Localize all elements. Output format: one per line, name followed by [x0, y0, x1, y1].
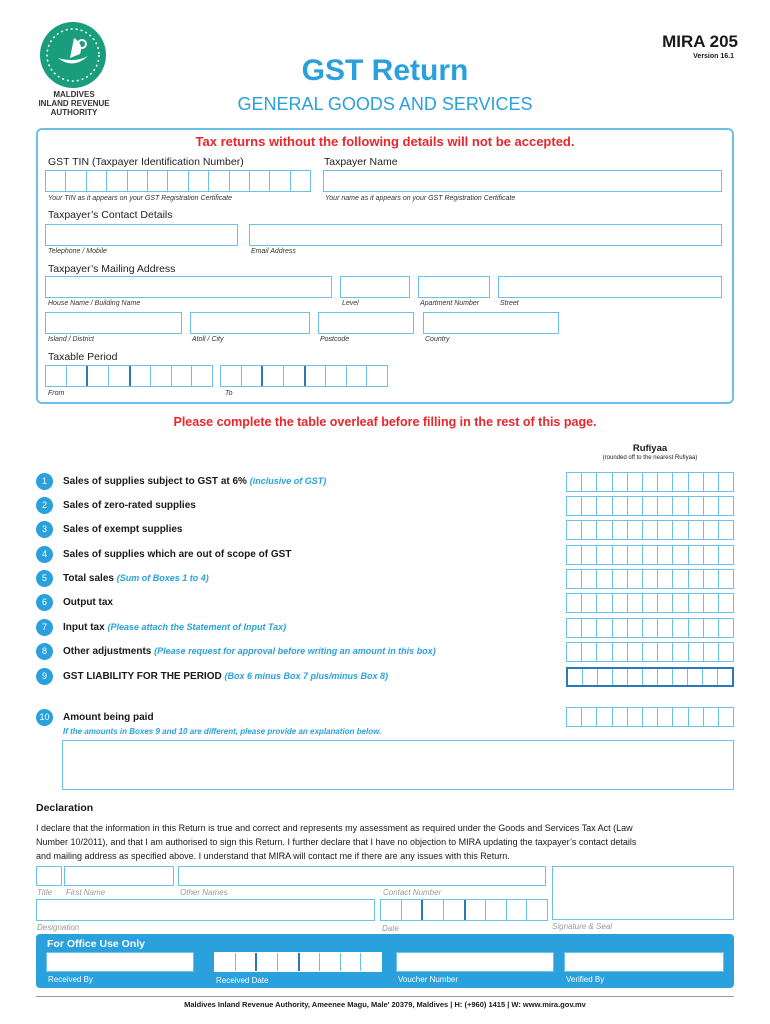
row-note: (Box 6 minus Box 7 plus/minus Box 8) [224, 671, 389, 681]
row-note: (inclusive of GST) [249, 476, 327, 486]
digit-cell [567, 594, 582, 612]
digit-cell [597, 643, 612, 661]
row-note: (Please attach the Statement of Input Tax) [107, 622, 287, 632]
amount-input[interactable] [566, 593, 734, 613]
digit-cell [704, 473, 719, 491]
digit-cell [658, 570, 673, 588]
logo-text-line-2: INLAND REVENUE [38, 99, 110, 108]
row-label [63, 646, 436, 657]
digit-cell [673, 619, 688, 637]
house-name-hint: House Name / Building Name [48, 300, 141, 307]
taxpayer-name-label: Taxpayer Name [324, 156, 398, 168]
island-district-input[interactable] [45, 312, 182, 334]
digit-cell [689, 546, 704, 564]
row-label [63, 500, 196, 511]
digit-cell [673, 643, 688, 661]
digit-cell [704, 521, 719, 539]
atoll-city-hint: Atoll / City [192, 336, 224, 343]
digit-cell [628, 473, 643, 491]
digit-cell [643, 643, 658, 661]
row-number: 7 [36, 619, 53, 636]
digit-cell [643, 594, 658, 612]
digit-cell [689, 473, 704, 491]
digit-cell [643, 546, 658, 564]
tin-hint: Your TIN as it appears on your GST Registration Certificate [48, 195, 233, 202]
digit-cell [613, 570, 628, 588]
period-from-hint: From [48, 390, 65, 397]
digit-cell [628, 619, 643, 637]
digit-cell [673, 473, 688, 491]
office-use-title: For Office Use Only [47, 938, 146, 950]
digit-cell [628, 497, 643, 515]
digit-cell [719, 497, 733, 515]
digit-cell [613, 594, 628, 612]
amount-input[interactable] [566, 642, 734, 662]
footer-text: Maldives Inland Revenue Authority, Ameenee Magu, Male' 20379, Maldives | H: (+960) 1415 | W: www.mira.gov.mv [184, 1000, 586, 1009]
digit-cell [658, 619, 673, 637]
row-label [63, 622, 286, 633]
received-date-label: Received Date [216, 976, 269, 985]
digit-cell [628, 594, 643, 612]
row-label-text: Sales of exempt supplies [63, 524, 183, 535]
row-note: (Sum of Boxes 1 to 4) [116, 573, 209, 583]
amount-input[interactable] [566, 520, 734, 540]
digit-cell [582, 643, 597, 661]
digit-cell [689, 619, 704, 637]
contact-number-hint: Contact Number [383, 888, 442, 897]
digit-cell [597, 546, 612, 564]
digit-cell [658, 594, 673, 612]
country-input[interactable] [423, 312, 559, 334]
digit-cell [704, 643, 719, 661]
digit-cell [658, 521, 673, 539]
row-label-text: Sales of zero-rated supplies [63, 500, 196, 511]
digit-cell [567, 643, 582, 661]
row-label-text: Sales of supplies which are out of scope of GST [63, 549, 292, 560]
digit-cell [567, 521, 582, 539]
row-number: 10 [36, 709, 53, 726]
digit-cell [583, 669, 598, 685]
digit-cell [673, 497, 688, 515]
digit-cell [689, 521, 704, 539]
row-number: 6 [36, 594, 53, 611]
digit-cell [597, 497, 612, 515]
digit-cell [658, 643, 673, 661]
taxpayer-name-hint: Your name as it appears on your GST Registration Certificate [325, 195, 516, 202]
digit-cell [597, 570, 612, 588]
row-label-text: Sales of supplies subject to GST at 6% [63, 476, 247, 487]
digit-cell [658, 546, 673, 564]
title-hint: Title [37, 888, 53, 897]
digit-cell [567, 497, 582, 515]
amount-paid-input[interactable] [566, 707, 734, 727]
verified-by-input[interactable] [564, 952, 724, 972]
declaration-title: Declaration [36, 802, 94, 814]
digit-cell [673, 546, 688, 564]
digit-cell [613, 546, 628, 564]
declaration-text [36, 821, 636, 863]
digit-cell [643, 473, 658, 491]
currency-label: Rufiyaa [632, 443, 668, 454]
digit-cell [582, 546, 597, 564]
street-input[interactable] [498, 276, 722, 298]
digit-cell [673, 570, 688, 588]
digit-cell [582, 497, 597, 515]
row-note: (Please request for approval before writing an amount in this box) [154, 646, 436, 656]
row-label [63, 524, 183, 535]
digit-cell [643, 497, 658, 515]
digit-cell [567, 546, 582, 564]
row-number: 5 [36, 570, 53, 587]
country-hint: Country [425, 336, 450, 343]
row-label [63, 671, 388, 682]
digit-cell [704, 619, 719, 637]
digit-cell [597, 473, 612, 491]
digit-cell [719, 594, 733, 612]
row-number: 8 [36, 643, 53, 660]
digit-cell [719, 570, 733, 588]
digit-cell [628, 521, 643, 539]
digit-cell [719, 473, 733, 491]
logo-text-line-3: AUTHORITY [50, 108, 98, 117]
designation-input[interactable] [36, 899, 375, 921]
digit-cell [613, 643, 628, 661]
amount-input[interactable] [566, 496, 734, 516]
digit-cell [658, 473, 673, 491]
digit-cell [719, 546, 733, 564]
digit-cell [597, 521, 612, 539]
amount-input[interactable] [566, 667, 734, 687]
page-title: GST Return [301, 54, 469, 87]
island-district-hint: Island / District [48, 336, 94, 343]
digit-cell [643, 521, 658, 539]
telephone-input[interactable] [45, 224, 238, 246]
contact-details-label: Taxpayer’s Contact Details [48, 209, 173, 221]
digit-cell [613, 521, 628, 539]
row-10-note: If the amounts in Boxes 9 and 10 are different, please provide an explanation below. [63, 727, 382, 736]
apartment-number-hint: Apartment Number [420, 300, 480, 307]
digit-cell [597, 619, 612, 637]
row-label [63, 597, 113, 608]
digit-cell [613, 669, 628, 685]
tin-input[interactable] [45, 170, 311, 192]
postcode-input[interactable] [318, 312, 414, 334]
received-by-input[interactable] [46, 952, 194, 972]
row-label-text: Other adjustments [63, 646, 152, 657]
digit-cell [688, 669, 703, 685]
digit-cell [613, 473, 628, 491]
received-date-input[interactable] [214, 952, 382, 972]
row-number: 3 [36, 521, 53, 538]
digit-cell [628, 546, 643, 564]
digit-cell [689, 570, 704, 588]
row-label-text: Input tax [63, 622, 105, 633]
verified-by-label: Verified By [566, 975, 605, 984]
date-hint: Date [382, 924, 399, 933]
digit-cell [567, 473, 582, 491]
digit-cell [673, 669, 688, 685]
first-name-hint: First Name [66, 888, 106, 897]
row-label [63, 476, 326, 487]
digit-cell [628, 643, 643, 661]
digit-cell [613, 619, 628, 637]
level-hint: Level [342, 300, 359, 307]
date-input[interactable] [380, 899, 548, 921]
signature-seal-hint: Signature & Seal [552, 922, 613, 931]
amount-input[interactable] [566, 569, 734, 589]
digit-cell [719, 619, 733, 637]
other-names-input[interactable] [178, 866, 546, 886]
digit-cell [643, 570, 658, 588]
amount-input[interactable] [566, 545, 734, 565]
digit-cell [689, 594, 704, 612]
title-input[interactable] [36, 866, 62, 886]
postcode-hint: Postcode [320, 336, 350, 343]
declaration-line-1: I declare that the information in this Return is true and correct and represents my assessment as required under the Goods and Services Tax Act (Law [36, 823, 633, 833]
digit-cell [613, 497, 628, 515]
currency-note: (rounded off to the nearest Rufiyaa) [602, 455, 698, 461]
declaration-line-3: and mailing address as specified above. I understand that MIRA will contact me if there are any issues with this Return. [36, 851, 510, 861]
designation-hint: Designation [37, 923, 80, 932]
digit-cell [628, 669, 643, 685]
digit-cell [673, 594, 688, 612]
first-name-input[interactable] [64, 866, 174, 886]
telephone-hint: Telephone / Mobile [48, 248, 107, 255]
mailing-address-label: Taxpayer’s Mailing Address [48, 263, 176, 275]
row-label: Amount being paid [63, 712, 154, 723]
explanation-textarea[interactable] [62, 740, 734, 790]
row-label-text: Total sales [63, 573, 114, 584]
taxpayer-name-input[interactable] [323, 170, 722, 192]
voucher-number-input[interactable] [396, 952, 554, 972]
digit-cell [704, 497, 719, 515]
digit-cell [567, 619, 582, 637]
digit-cell [643, 669, 658, 685]
digit-cell [689, 643, 704, 661]
row-number: 2 [36, 497, 53, 514]
digit-cell [704, 594, 719, 612]
digit-cell [568, 669, 583, 685]
digit-cell [598, 669, 613, 685]
logo-text-line-1: MALDIVES [53, 90, 95, 99]
declaration-line-2: Number 10/2011), and that I am authorised to sign this Return. I further declare that I have no objection to MIRA updating the taxpayer’s contact details [36, 837, 637, 847]
signature-seal-box[interactable] [552, 866, 734, 920]
taxable-period-label: Taxable Period [48, 351, 118, 363]
atoll-city-input[interactable] [190, 312, 310, 334]
row-number: 9 [36, 668, 53, 685]
digit-cell [582, 521, 597, 539]
digit-cell [582, 619, 597, 637]
row-number: 1 [36, 473, 53, 490]
form-code: MIRA 205 [662, 32, 738, 51]
period-from-input[interactable] [45, 365, 213, 387]
house-name-input[interactable] [45, 276, 332, 298]
street-hint: Street [500, 300, 519, 307]
digit-cell [719, 643, 733, 661]
received-by-label: Received By [48, 975, 93, 984]
digit-cell [643, 619, 658, 637]
row-label [63, 549, 291, 560]
apartment-number-input[interactable] [418, 276, 490, 298]
row-label-text: GST LIABILITY FOR THE PERIOD [63, 671, 222, 682]
amount-input[interactable] [566, 618, 734, 638]
period-to-input[interactable] [220, 365, 388, 387]
row-label [63, 573, 209, 584]
digit-cell [658, 669, 673, 685]
row-label-text: Output tax [63, 597, 113, 608]
level-input[interactable] [340, 276, 410, 298]
form-version: Version 16.1 [693, 53, 734, 60]
warning-text: Tax returns without the following details will not be accepted. [195, 134, 575, 149]
tin-label: GST TIN (Taxpayer Identification Number) [48, 156, 244, 168]
digit-cell [567, 570, 582, 588]
voucher-number-label: Voucher Number [398, 975, 459, 984]
digit-cell [658, 497, 673, 515]
digit-cell [718, 669, 732, 685]
other-names-hint: Other Names [180, 888, 228, 897]
digit-cell [582, 473, 597, 491]
row-number: 4 [36, 546, 53, 563]
digit-cell [704, 546, 719, 564]
digit-cell [689, 497, 704, 515]
digit-cell [628, 570, 643, 588]
period-to-hint: To [225, 390, 233, 397]
digit-cell [582, 594, 597, 612]
page-subtitle: GENERAL GOODS AND SERVICES [237, 94, 533, 114]
digit-cell [597, 594, 612, 612]
email-hint: Email Address [251, 248, 296, 255]
email-input[interactable] [249, 224, 722, 246]
amount-input[interactable] [566, 472, 734, 492]
digit-cell [673, 521, 688, 539]
digit-cell [582, 570, 597, 588]
footer-divider [36, 996, 734, 997]
digit-cell [719, 521, 733, 539]
complete-table-notice: Please complete the table overleaf before filling in the rest of this page. [173, 415, 597, 429]
digit-cell [704, 570, 719, 588]
digit-cell [703, 669, 718, 685]
